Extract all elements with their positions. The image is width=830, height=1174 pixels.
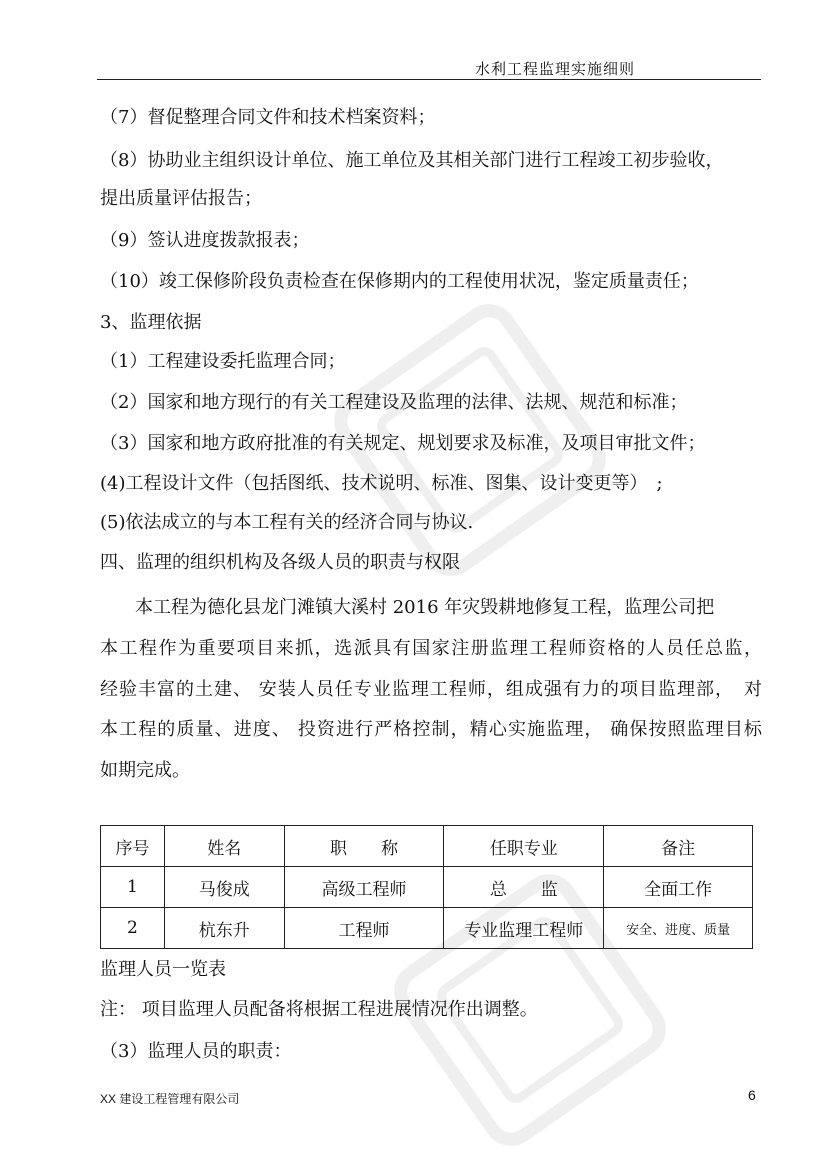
header-cell: 备注 xyxy=(604,826,753,867)
basis-1: （1）工程建设委托监理合同； xyxy=(100,351,346,372)
section-3-heading: 3、监理依据 xyxy=(100,312,202,333)
header-title: 水利工程监理实施细则 xyxy=(474,60,635,78)
staff-table xyxy=(100,825,753,949)
item-9: （9）签认进度拨款报表； xyxy=(100,230,310,251)
table-cell: 高级工程师 xyxy=(284,867,444,908)
table-cell: 杭东升 xyxy=(164,908,284,949)
table-cell: 专业监理工程师 xyxy=(444,908,604,949)
item-7: （7）督促整理合同文件和技术档案资料； xyxy=(100,107,436,128)
section-4-heading: 四、监理的组织机构及各级人员的职责与权限 xyxy=(100,552,460,573)
body-line-3: 经验丰富的土建、 安装人员任专业监理工程师，组成强有力的项目监理部， 对 xyxy=(100,679,762,700)
page-number: 6 xyxy=(748,1087,756,1103)
table-caption: 监理人员一览表 xyxy=(100,959,226,980)
header-cell: 任职专业 xyxy=(444,826,604,867)
body-line-2: 本工程作为重要项目来抓，选派具有国家注册监理工程师资格的人员任总监， xyxy=(100,638,762,659)
table-cell: 1 xyxy=(101,867,165,908)
table-cell: 全面工作 xyxy=(604,867,753,908)
table-row xyxy=(101,867,753,908)
basis-4: (4)工程设计文件（包括图纸、技术说明、标准、图集、设计变更等） ; xyxy=(100,473,663,494)
header-cell: 姓名 xyxy=(164,826,284,867)
item-10: （10）竣工保修阶段负责检查在保修期内的工程使用状况，鉴定质量责任； xyxy=(100,271,699,292)
header-rule xyxy=(97,79,761,80)
body-line-5: 如期完成。 xyxy=(100,760,190,781)
table-row xyxy=(101,908,753,949)
footer-company: XX 建设工程管理有限公司 xyxy=(100,1092,240,1106)
basis-2: （2）国家和地方现行的有关工程建设及监理的法律、法规、规范和标准； xyxy=(100,392,688,413)
table-cell: 安全、进度、质量 xyxy=(604,908,753,949)
table-cell: 工程师 xyxy=(284,908,444,949)
header-cell: 职 称 xyxy=(284,826,444,867)
table-header-row xyxy=(101,826,753,867)
item-8-line1: （8）协助业主组织设计单位、施工单位及其相关部门进行工程竣工初步验收， xyxy=(100,150,724,171)
table-cell: 2 xyxy=(101,908,165,949)
header-cell: 序号 xyxy=(101,826,165,867)
basis-5: (5)依法成立的与本工程有关的经济合同与协议. xyxy=(100,512,474,533)
note: 注： 项目监理人员配备将根据工程进展情况作出调整。 xyxy=(100,999,538,1020)
table-cell: 总 监 xyxy=(444,867,604,908)
body-line-1: 本工程为德化县龙门滩镇大溪村 2016 年灾毁耕地修复工程，监理公司把 xyxy=(135,597,715,618)
table-cell: 马俊成 xyxy=(164,867,284,908)
duties-heading: （3）监理人员的职责： xyxy=(100,1041,292,1062)
item-8-line2: 提出质量评估报告； xyxy=(100,188,262,209)
basis-3: （3）国家和地方政府批准的有关规定、规划要求及标准，及项目审批文件； xyxy=(100,433,706,454)
body-line-4: 本工程的质量、进度、 投资进行严格控制，精心实施监理， 确保按照监理目标 xyxy=(100,719,762,740)
